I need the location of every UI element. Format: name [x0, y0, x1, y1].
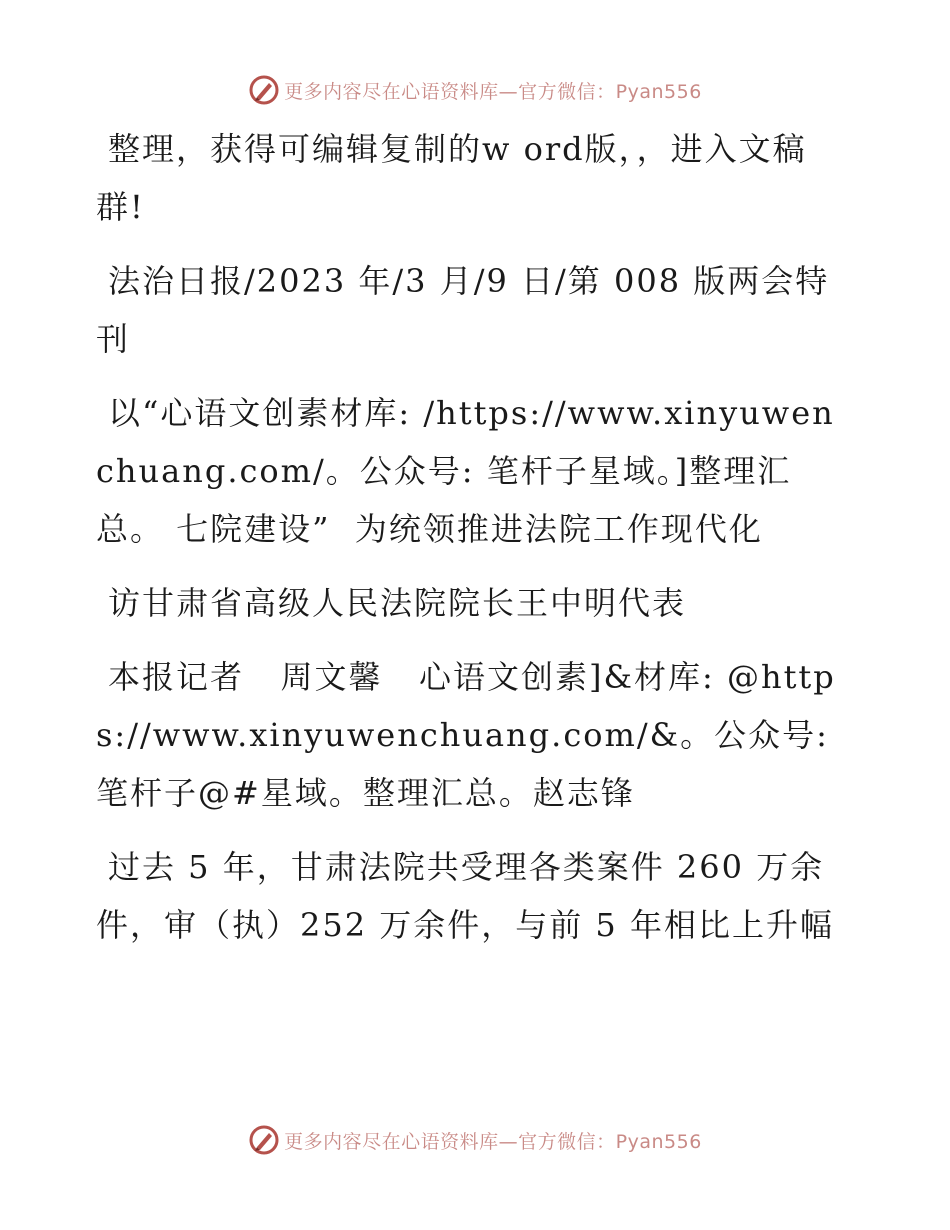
- paragraph-subtitle: 访甘肃省高级人民法院院长王中明代表: [108, 584, 687, 622]
- paragraph-body: 过去 5 年，甘肃法院共受理各类案件 260 万余件，审（执）252 万余件，与前 5 年相比上升幅: [96, 848, 834, 944]
- pen-logo-icon: [248, 1124, 280, 1156]
- footer-watermark-text: 更多内容尽在心语资料库—官方微信：Pyan556: [284, 1130, 702, 1153]
- header-watermark-banner: [0, 70, 950, 110]
- document-body: [96, 120, 842, 970]
- paragraph-title: 以“心语文创素材库: /https://www.xinyuwenchuang.com/。公众号: 笔杆子星域。]整理汇总。 七院建设” 为统领推进法院工作现代化: [96, 394, 835, 548]
- paragraph-intro: 整理，获得可编辑复制的w ord版，，进入文稿群!: [96, 130, 807, 226]
- paragraph-source: 法治日报/2023 年/3 月/9 日/第 008 版两会特刊: [96, 262, 830, 358]
- paragraph-byline: 本报记者 周文馨 心语文创素]&材库: @https://www.xinyuwenchuang.com/&。公众号: 笔杆子@#星域。整理汇总。赵志锋: [96, 658, 842, 812]
- header-watermark-text: 更多内容尽在心语资料库—官方微信：Pyan556: [284, 80, 702, 103]
- pen-logo-icon: [248, 74, 280, 106]
- footer-watermark-banner: [0, 1120, 950, 1160]
